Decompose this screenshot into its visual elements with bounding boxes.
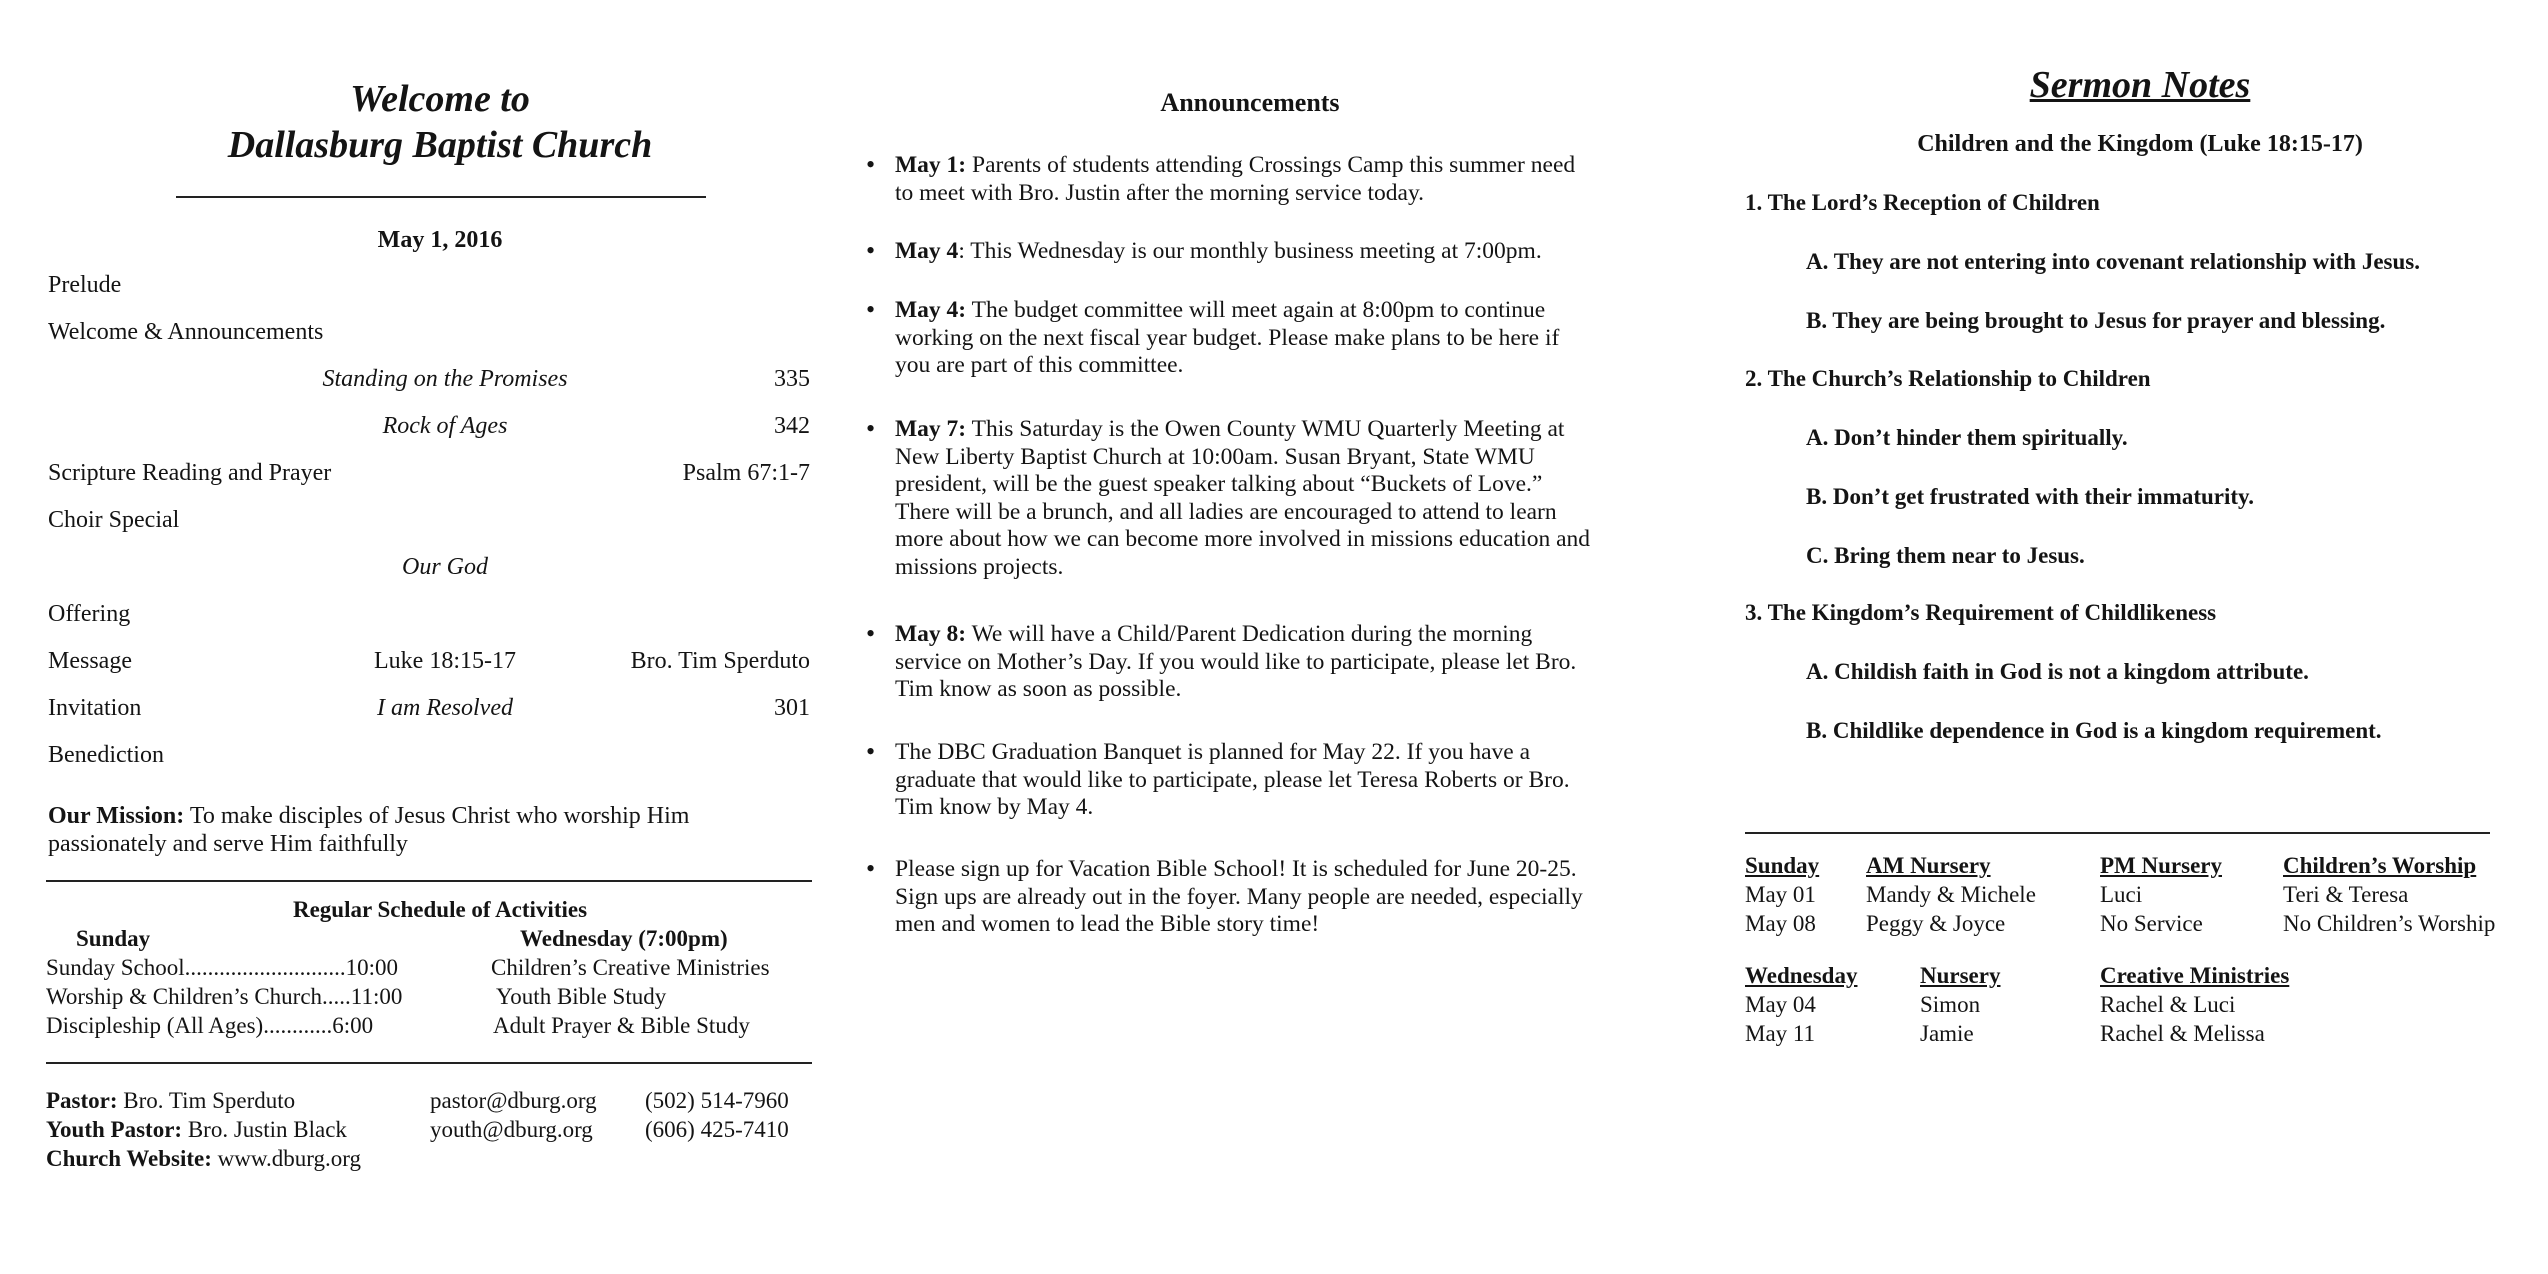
announcement-line — [895, 794, 1675, 822]
announcement-item — [895, 856, 1675, 939]
announcement-line — [895, 884, 1675, 912]
sermon-sub-point: B. Don’t get frustrated with their immaturity. — [1806, 484, 2255, 509]
announcement-item — [895, 297, 1675, 380]
announcement-text: The budget committee will meet again at 8:00pm to continue — [971, 297, 1546, 323]
announcement-text: service on Mother’s Day. If you would like to participate, please let Bro. — [895, 648, 1577, 675]
nursery-column-header: Wednesday — [1745, 963, 1858, 988]
bullet-icon: • — [866, 236, 876, 265]
sermon-sub-point: B. Childlike dependence in God is a kingdom requirement. — [1806, 718, 2382, 743]
order-message: Message — [48, 648, 132, 674]
announcement-line — [895, 352, 1675, 380]
announcement-text: New Liberty Baptist Church at 10:00am. Susan Bryant, State WMU — [895, 443, 1535, 470]
order-benediction: Benediction — [48, 742, 164, 768]
order-offering: Offering — [48, 601, 131, 627]
hymn-number: 342 — [774, 413, 810, 439]
nursery-column-header: Children’s Worship — [2283, 853, 2477, 878]
sermon-point-heading: 2. The Church’s Relationship to Children — [1745, 366, 2151, 391]
order-prelude: Prelude — [48, 272, 122, 298]
mission-label: Our Mission: — [48, 803, 185, 829]
nursery-column-header: PM Nursery — [2100, 853, 2222, 878]
schedule-wednesday-item: Adult Prayer & Bible Study — [493, 1013, 750, 1038]
bullet-icon: • — [866, 619, 876, 648]
pastor-label: Pastor: — [46, 1088, 118, 1113]
bullet-icon: • — [866, 414, 876, 443]
announcement-line — [895, 416, 1675, 444]
announcement-item — [895, 416, 1675, 581]
announcement-text: more about how we can become more involved in missions education and — [895, 526, 1591, 552]
sermon-title: Sermon Notes — [2029, 64, 2251, 106]
announcement-line — [895, 238, 1675, 266]
schedule-wednesday-header: Wednesday (7:00pm) — [520, 926, 728, 951]
announcement-line — [895, 526, 1675, 554]
announcement-line — [895, 621, 1675, 649]
hymn-title: Rock of Ages — [382, 413, 508, 439]
order-welcome: Welcome & Announcements — [48, 319, 324, 345]
announcement-line — [895, 554, 1675, 582]
sermon-sub-point: A. Childish faith in God is not a kingdom attribute. — [1806, 659, 2309, 684]
announcement-text: men and women to lead the Bible story time! — [895, 911, 1320, 937]
website-url: www.dburg.org — [217, 1146, 361, 1171]
youth-pastor-label: Youth Pastor: — [46, 1117, 183, 1142]
announcements-title: Announcements — [1160, 88, 1340, 117]
hymn-number: 301 — [774, 695, 810, 721]
nursery-divider — [1745, 832, 2490, 834]
schedule-wednesday-item: Youth Bible Study — [496, 984, 667, 1009]
pastor-phone: (502) 514-7960 — [645, 1088, 789, 1113]
sermon-sub-point: C. Bring them near to Jesus. — [1806, 543, 2085, 568]
church-website — [46, 1145, 361, 1173]
announcement-line — [895, 471, 1675, 499]
nursery-cell: Teri & Teresa — [2283, 882, 2409, 907]
mission-text-2: passionately and serve Him faithfully — [48, 831, 408, 857]
announcement-line — [895, 297, 1675, 325]
schedule-sunday-item: Discipleship (All Ages)............6:00 — [46, 1013, 374, 1038]
bullet-icon: • — [866, 737, 876, 766]
schedule-divider-top — [46, 880, 812, 882]
nursery-cell: Simon — [1920, 992, 1981, 1017]
youth-pastor-name: Bro. Justin Black — [187, 1117, 347, 1142]
schedule-wednesday-item: Children’s Creative Ministries — [491, 955, 770, 980]
announcement-line — [895, 649, 1675, 677]
pastor-name: Bro. Tim Sperduto — [123, 1088, 296, 1113]
announcement-text: missions projects. — [895, 553, 1064, 580]
hymn-number: 335 — [774, 366, 810, 392]
announcement-line — [895, 180, 1675, 208]
announcement-date: May 8: — [895, 621, 967, 647]
pastor-email: pastor@dburg.org — [430, 1088, 597, 1113]
announcement-line — [895, 152, 1675, 180]
nursery-cell: Mandy & Michele — [1866, 882, 2036, 907]
title-divider — [176, 196, 706, 198]
nursery-column-header: Sunday — [1745, 853, 1820, 878]
bullet-icon: • — [866, 150, 876, 179]
hymn-title: Standing on the Promises — [322, 366, 568, 392]
announcement-line — [895, 767, 1675, 795]
nursery-column-header: AM Nursery — [1866, 853, 1991, 878]
announcement-text: This Saturday is the Owen County WMU Quarterly Meeting at — [971, 416, 1565, 442]
sermon-sub-point: A. They are not entering into covenant relationship with Jesus. — [1806, 249, 2421, 274]
announcement-item — [895, 152, 1675, 207]
nursery-cell: No Service — [2100, 911, 2203, 936]
announcement-item — [895, 238, 1675, 266]
announcement-text: Tim know as soon as possible. — [895, 676, 1182, 702]
announcement-date: May 4 — [895, 238, 959, 264]
schedule-sunday-header: Sunday — [76, 926, 151, 951]
mission-statement — [48, 802, 689, 830]
announcement-item — [895, 739, 1675, 822]
bullet-icon: • — [866, 295, 876, 324]
order-invitation: Invitation — [48, 695, 142, 721]
welcome-title-line2: Dallasburg Baptist Church — [227, 124, 653, 166]
nursery-cell: May 01 — [1745, 882, 1816, 907]
website-label: Church Website: — [46, 1146, 212, 1171]
announcement-text: Please sign up for Vacation Bible School! It is scheduled for June 20-25. — [895, 856, 1577, 882]
sermon-sub-point: B. They are being brought to Jesus for prayer and blessing. — [1806, 308, 2386, 333]
youth-pastor-email: youth@dburg.org — [430, 1117, 593, 1142]
announcement-line — [895, 325, 1675, 353]
announcement-line — [895, 444, 1675, 472]
sermon-point-heading: 3. The Kingdom’s Requirement of Childlikeness — [1745, 600, 2217, 625]
announcement-text: Parents of students attending Crossings Camp this summer need — [972, 152, 1576, 178]
announcement-text: The DBC Graduation Banquet is planned for May 22. If you have a — [895, 739, 1530, 765]
schedule-sunday-item: Worship & Children’s Church.....11:00 — [46, 984, 403, 1009]
announcement-line — [895, 499, 1675, 527]
announcement-text: you are part of this committee. — [895, 352, 1184, 378]
announcement-text: president, will be the guest speaker talking about “Buckets of Love.” — [895, 471, 1543, 497]
announcement-date: May 7: — [895, 416, 967, 442]
announcement-date: May 4: — [895, 297, 967, 323]
nursery-column-header: Nursery — [1920, 963, 2001, 988]
sermon-point-heading: 1. The Lord’s Reception of Children — [1745, 190, 2100, 215]
announcement-text: Sign ups are already out in the foyer. Many people are needed, especially — [895, 883, 1583, 910]
announcement-text: : This Wednesday is our monthly business meeting at 7:00pm. — [958, 238, 1542, 264]
message-speaker: Bro. Tim Sperduto — [630, 648, 810, 674]
youth-pastor-contact — [46, 1116, 347, 1144]
nursery-cell: Peggy & Joyce — [1866, 911, 2006, 936]
nursery-cell: Jamie — [1920, 1021, 1974, 1046]
order-choir: Choir Special — [48, 507, 180, 533]
announcement-line — [895, 739, 1675, 767]
youth-pastor-phone: (606) 425-7410 — [645, 1117, 789, 1142]
schedule-divider-bottom — [46, 1062, 812, 1064]
sermon-subtitle: Children and the Kingdom (Luke 18:15-17) — [1917, 131, 2363, 157]
nursery-cell: Luci — [2100, 882, 2143, 907]
schedule-title: Regular Schedule of Activities — [292, 897, 588, 922]
bullet-icon: • — [866, 854, 876, 883]
nursery-cell: May 08 — [1745, 911, 1816, 936]
nursery-cell: Rachel & Luci — [2100, 992, 2236, 1017]
order-scripture: Scripture Reading and Prayer — [48, 460, 332, 486]
service-date: May 1, 2016 — [377, 227, 503, 253]
announcement-date: May 1: — [895, 152, 967, 178]
announcement-text: Tim know by May 4. — [895, 794, 1094, 820]
welcome-title-line1: Welcome to — [350, 78, 530, 120]
announcement-line — [895, 911, 1675, 939]
choir-song: Our God — [401, 554, 488, 580]
announcement-text: We will have a Child/Parent Dedication during the morning — [971, 621, 1533, 647]
nursery-column-header: Creative Ministries — [2100, 963, 2290, 988]
nursery-cell: May 11 — [1745, 1021, 1816, 1046]
schedule-sunday-item: Sunday School............................10:00 — [46, 955, 399, 980]
announcement-text: graduate that would like to participate, please let Teresa Roberts or Bro. — [895, 766, 1570, 793]
scripture-reference: Psalm 67:1-7 — [682, 460, 810, 486]
nursery-cell: May 04 — [1745, 992, 1816, 1017]
announcement-line — [895, 856, 1675, 884]
nursery-cell: Rachel & Melissa — [2100, 1021, 2265, 1046]
message-passage: Luke 18:15-17 — [374, 648, 516, 674]
announcement-text: to meet with Bro. Justin after the morning service today. — [895, 179, 1425, 206]
hymn-title: I am Resolved — [377, 695, 513, 721]
announcement-item — [895, 621, 1675, 704]
mission-text-1: To make disciples of Jesus Christ who worship Him — [189, 803, 690, 829]
nursery-cell: No Children’s Worship — [2283, 911, 2496, 936]
pastor-contact — [46, 1087, 295, 1115]
announcement-text: working on the next fiscal year budget. Please make plans to be here if — [895, 324, 1560, 351]
announcement-text: There will be a brunch, and all ladies are encouraged to attend to learn — [895, 498, 1557, 525]
announcement-line — [895, 676, 1675, 704]
sermon-sub-point: A. Don’t hinder them spiritually. — [1806, 425, 2128, 450]
